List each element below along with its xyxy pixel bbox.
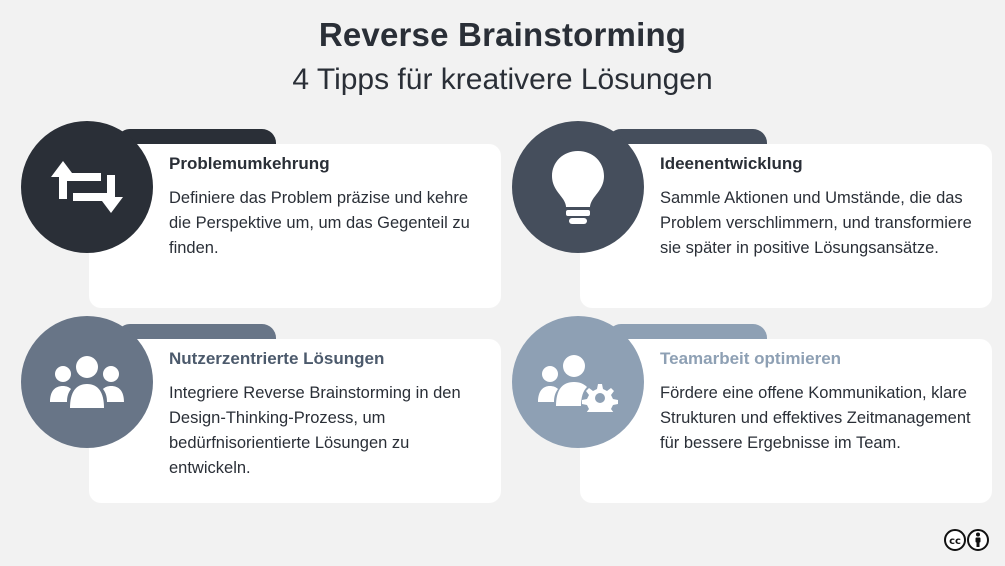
- icon-circle: [512, 316, 644, 448]
- tip-card-nutzerzentrierte-loesungen: [21, 316, 461, 480]
- repeat-arrows-icon: [49, 159, 125, 215]
- card-heading: Ideenentwicklung: [660, 154, 803, 173]
- lightbulb-icon: [550, 149, 606, 225]
- svg-text:cc: cc: [949, 536, 961, 547]
- card-text: Integriere Reverse Brainstorming in den Design-Thinking-Prozess, um bedürfnisorientierte Lösungen zu entwickeln.: [169, 384, 461, 477]
- card-text: Fördere eine offene Kommunikation, klare Strukturen und effektives Zeitmanagement für bessere Ergebnisse im Team.: [660, 384, 971, 452]
- creative-commons-by-icon: [944, 528, 990, 552]
- icon-circle: [512, 121, 644, 253]
- card-text: Sammle Aktionen und Umstände, die das Problem verschlimmern, und transformiere sie später in positive Lösungsansätze.: [660, 189, 972, 257]
- tip-card-ideenentwicklung: [512, 121, 972, 285]
- tip-card-problemumkehrung: [21, 121, 470, 285]
- icon-circle: [21, 121, 153, 253]
- users-group-icon: [48, 354, 126, 410]
- card-heading: Teamarbeit optimieren: [660, 349, 842, 368]
- card-text: Definiere das Problem präzise und kehre die Perspektive um, um das Gegenteil zu finden.: [169, 189, 470, 257]
- page-title: Reverse Brainstorming: [318, 16, 687, 53]
- card-heading: Nutzerzentrierte Lösungen: [169, 349, 385, 368]
- page-subtitle: 4 Tipps für kreativere Lösungen: [292, 63, 713, 96]
- icon-circle: [21, 316, 153, 448]
- users-gear-icon: [538, 352, 618, 412]
- tip-card-teamarbeit-optimieren: [512, 316, 971, 480]
- card-heading: Problemumkehrung: [169, 154, 330, 173]
